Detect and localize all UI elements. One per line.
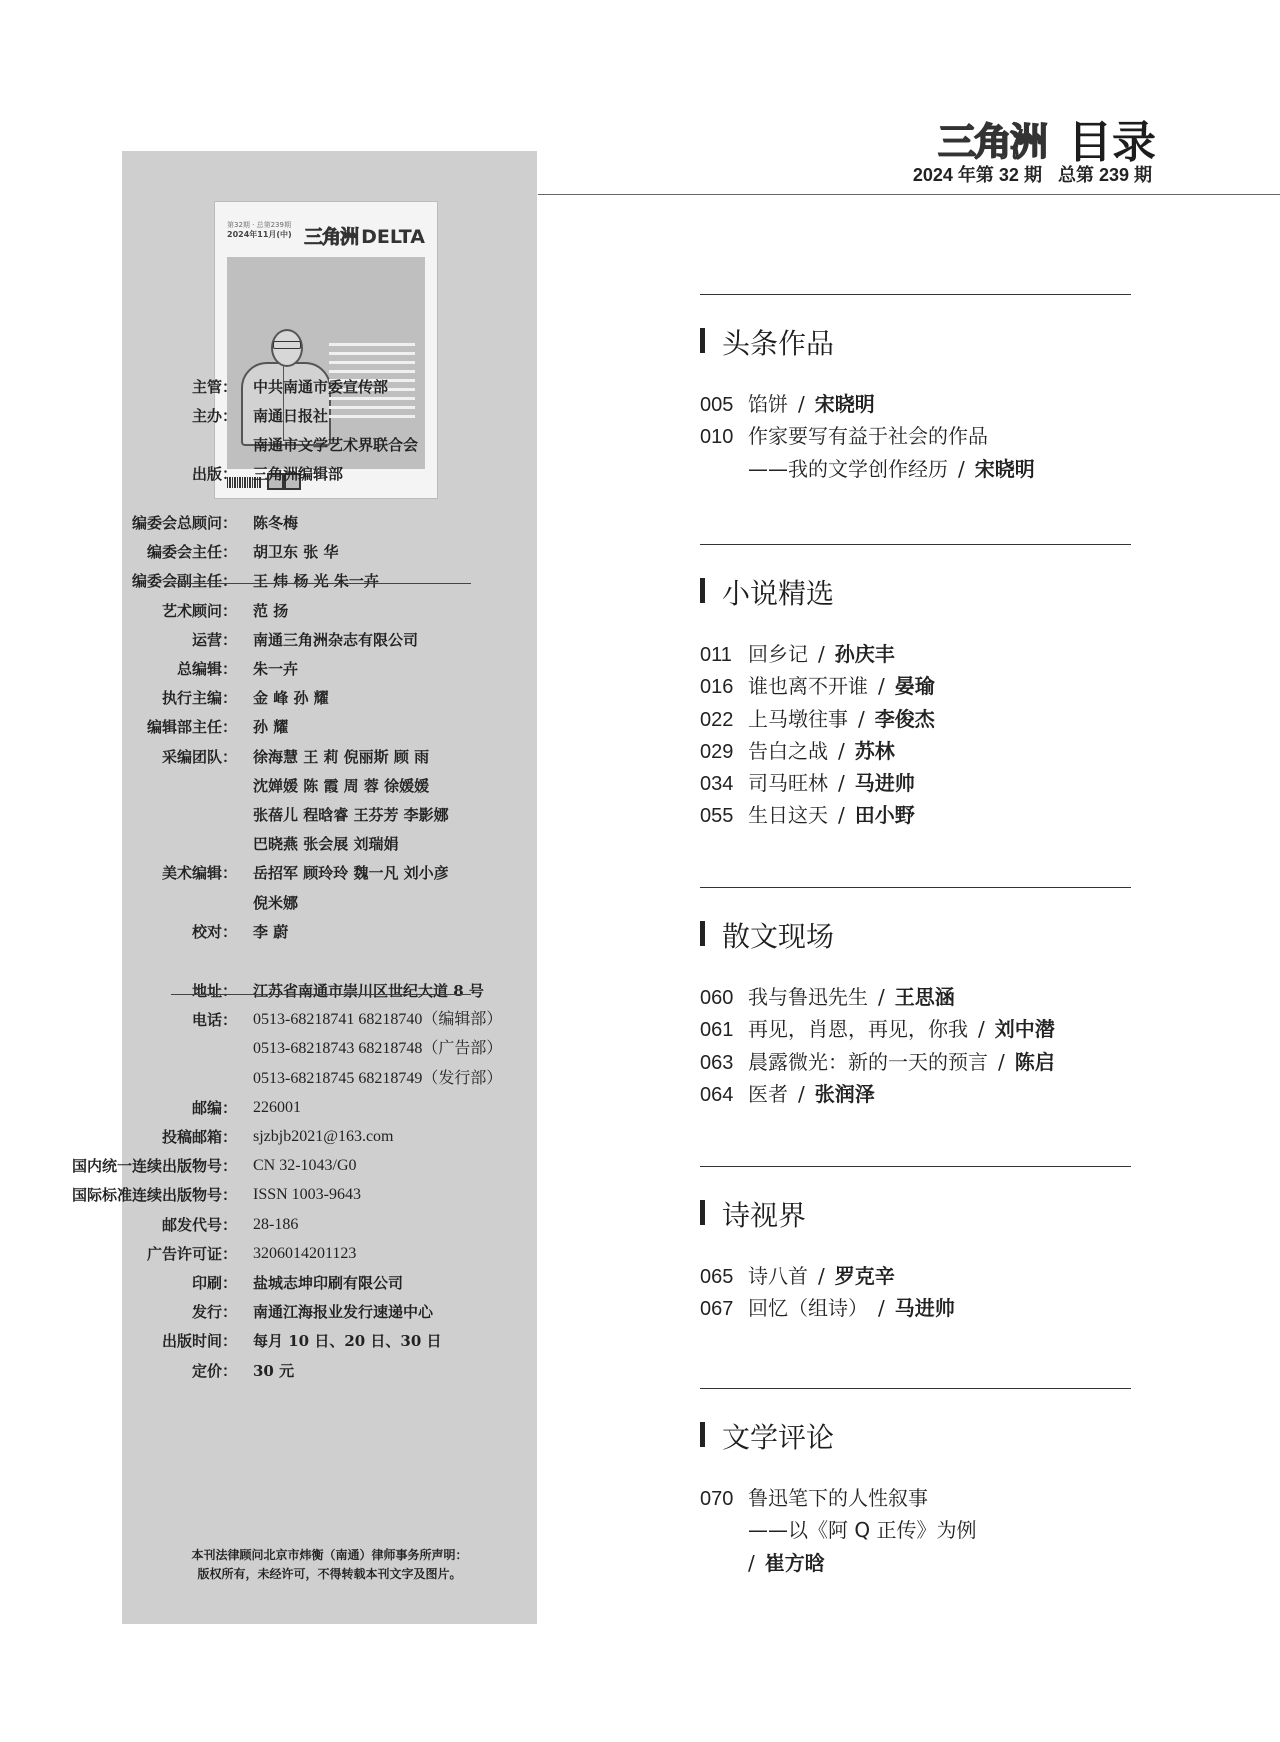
credit-label: 总编辑： [176, 660, 237, 678]
entry-author: 宋晓明 [974, 456, 1035, 481]
section-divider [700, 1166, 1131, 1167]
toc-entry[interactable] [700, 1514, 1131, 1546]
masthead-sidebar [71, 151, 537, 1624]
credit-row [122, 979, 537, 1003]
credit-value: 盐城志坤印刷有限公司 [253, 1274, 404, 1292]
credit-value: 江苏省南通市崇川区世纪大道 8 号 [253, 982, 484, 1000]
entry-title: ——以《阿 Q 正传》为例 [748, 1518, 977, 1543]
toc-entry[interactable] [700, 638, 1131, 670]
credit-label: 编委会副主任： [131, 572, 237, 591]
entry-author: 苏林 [854, 738, 895, 763]
credit-value: 中共南通市委宣传部 [253, 378, 389, 396]
legal-notice-line: 本刊法律顾问北京市炜衡（南通）律师事务所声明： [191, 1548, 468, 1562]
credit-row [122, 599, 537, 623]
credit-value: 南通江海报业发行速递中心 [253, 1303, 434, 1322]
credit-row [122, 569, 537, 593]
entry-page-number: 070 [700, 1488, 734, 1510]
entry-page-number: 067 [700, 1298, 734, 1321]
credit-row [122, 540, 537, 564]
credit-value: 每月 10 日、20 日、30 日 [253, 1332, 442, 1351]
entry-title: 告白之战 [748, 738, 828, 763]
author-separator: / [998, 1049, 1005, 1074]
credit-row [71, 1183, 537, 1207]
entry-page-number: 011 [700, 644, 732, 666]
toc-section [700, 1388, 1131, 1575]
credit-row [122, 1242, 537, 1266]
magazine-logo: 三角洲 [937, 119, 1046, 164]
credit-value: 巴晓燕 张会展 刘瑞娟 [253, 835, 399, 854]
section-title: 散文现场 [700, 915, 834, 955]
credit-value: 三角洲编辑部 [253, 465, 344, 483]
credit-value: 南通日报社 [253, 407, 329, 425]
section-divider [700, 887, 1131, 888]
credit-label: 邮发代号： [161, 1215, 237, 1234]
entry-title: 上马墩往事 [748, 706, 848, 731]
credit-row [122, 404, 537, 428]
section-entries [700, 638, 1131, 832]
credit-label: 校对： [191, 922, 237, 941]
section-divider [700, 1388, 1131, 1389]
credit-value: 3206014201123 [253, 1244, 357, 1262]
author-separator: / [818, 642, 825, 666]
cover-meta-date: 2024年11月(中) [227, 230, 292, 239]
section-title: 小说精选 [700, 572, 834, 612]
legal-notice [122, 1546, 537, 1584]
entry-page-number: 005 [700, 394, 734, 416]
toc-entry[interactable] [700, 670, 1131, 702]
credit-row [122, 891, 537, 915]
section-entries [700, 1260, 1131, 1325]
credit-value: 范 扬 [253, 601, 289, 620]
section-divider [700, 544, 1131, 545]
toc-entry[interactable] [700, 735, 1131, 767]
credit-row [122, 657, 537, 681]
credit-row [122, 1300, 537, 1324]
entry-page-number: 064 [700, 1083, 734, 1106]
credit-label: 执行主编： [161, 689, 237, 708]
credit-row [122, 774, 537, 798]
credit-value: 朱一卉 [253, 660, 299, 678]
cover-logo [304, 222, 425, 249]
credit-row [122, 1213, 537, 1237]
entry-title: 鲁迅笔下的人性叙事 [748, 1486, 928, 1510]
credit-value: 孙 耀 [253, 718, 289, 737]
credit-value: 李 蔚 [253, 922, 289, 941]
credit-value: 岳招军 顾玲玲 魏一凡 刘小彦 [253, 864, 449, 883]
entry-title: 司马旺林 [748, 771, 828, 796]
entry-page-number: 022 [700, 708, 734, 731]
credit-value: 倪米娜 [253, 893, 299, 912]
credit-value: 30 元 [253, 1361, 295, 1380]
author-separator: / [798, 1081, 805, 1106]
credit-value: 胡卫东 张 华 [253, 543, 339, 562]
toc-section [700, 544, 1131, 828]
credit-row [122, 686, 537, 710]
credit-row [122, 1067, 537, 1091]
credit-value: ISSN 1003-9643 [253, 1186, 362, 1204]
cover-logo-cn: 三角洲 [304, 226, 359, 248]
credit-value: 徐海慧 王 莉 倪丽斯 顾 雨 [253, 747, 430, 766]
credit-value: 226001 [253, 1098, 301, 1116]
credit-row [122, 920, 537, 944]
credit-value[interactable]: sjzbjb2021@163.com [253, 1128, 394, 1145]
credit-row [122, 1096, 537, 1120]
credit-label: 发行： [191, 1303, 237, 1322]
credit-value: 0513-68218745 68218749（发行部） [253, 1069, 503, 1087]
credit-label: 定价： [191, 1361, 237, 1380]
toc-entry[interactable] [700, 453, 1131, 485]
entry-author: 陈启 [1014, 1049, 1055, 1074]
credit-row [122, 745, 537, 769]
credit-label: 国际标准连续出版物号： [71, 1186, 237, 1205]
entry-page-number: 063 [700, 1051, 734, 1074]
credit-row [122, 1271, 537, 1295]
author-separator: / [978, 1017, 985, 1042]
header-divider [538, 194, 1280, 195]
credit-value: CN 32-1043/G0 [253, 1157, 357, 1175]
entry-title: 生日这天 [748, 803, 828, 828]
entry-author: 李俊杰 [874, 706, 935, 731]
entry-author: 罗克辛 [834, 1264, 895, 1288]
entry-title: 晨露微光：新的一天的预言 [748, 1049, 988, 1074]
credit-value: 张蓓儿 程晗睿 王芬芳 李影娜 [253, 806, 449, 824]
section-title: 头条作品 [700, 322, 834, 362]
toc-section [700, 887, 1131, 1106]
toc-entry[interactable] [700, 1078, 1131, 1110]
toc-section [700, 294, 1131, 481]
credit-row [122, 628, 537, 652]
credit-label: 出版时间： [161, 1332, 237, 1351]
credit-label: 编辑部主任： [146, 718, 237, 737]
entry-page-number: 060 [700, 987, 734, 1009]
credit-label: 编委会总顾问： [131, 514, 237, 532]
author-separator: / [838, 771, 845, 796]
credit-label: 运营： [191, 630, 237, 649]
credit-row [122, 1329, 537, 1353]
section-divider [700, 294, 1131, 295]
credit-value: 0513-68218743 68218748（广告部） [253, 1040, 503, 1058]
toc-entry[interactable] [700, 1482, 1131, 1514]
toc-entry[interactable] [700, 420, 1131, 452]
section-entries [700, 388, 1131, 485]
toc-entry[interactable] [700, 1547, 1131, 1579]
author-separator: / [838, 803, 845, 828]
entry-page-number: 065 [700, 1266, 734, 1288]
credit-label: 主管： [191, 378, 237, 396]
credit-value: 沈婵媛 陈 霞 周 蓉 徐媛媛 [253, 776, 430, 795]
credit-row [122, 462, 537, 486]
entry-author: 田小野 [854, 803, 915, 828]
credit-label: 地址： [191, 982, 237, 1000]
credit-label: 邮编： [191, 1098, 237, 1117]
entry-author: 马进帅 [894, 1296, 955, 1321]
credit-label: 印刷： [191, 1274, 237, 1292]
toc-entry[interactable] [700, 1292, 1131, 1324]
toc-entry[interactable] [700, 981, 1131, 1013]
author-separator: / [878, 674, 885, 699]
toc-entry[interactable] [700, 1013, 1131, 1045]
entry-author: 刘中潜 [994, 1017, 1055, 1042]
section-title: 诗视界 [700, 1194, 806, 1234]
credit-label: 美术编辑： [161, 864, 237, 883]
entry-title: ——我的文学创作经历 [748, 456, 948, 481]
credit-value: 28-186 [253, 1215, 299, 1233]
credit-row [122, 803, 537, 827]
entry-page-number: 034 [700, 773, 734, 796]
toc-section [700, 1166, 1131, 1321]
credit-value: 0513-68218741 68218740（编辑部） [253, 1011, 503, 1029]
page-title: 目录 [1068, 117, 1156, 168]
entry-title: 诗八首 [748, 1264, 808, 1288]
entry-title: 回忆（组诗） [748, 1296, 868, 1321]
entry-author: 孙庆丰 [834, 642, 895, 666]
author-separator: / [818, 1264, 825, 1288]
issue-number: 2024 年第 32 期 [912, 165, 1042, 185]
credit-label: 艺术顾问： [161, 601, 237, 620]
credit-row [122, 715, 537, 739]
author-separator: / [958, 456, 965, 481]
credit-row [122, 433, 537, 457]
legal-notice-line: 版权所有，未经许可，不得转载本刊文字及图片。 [197, 1567, 462, 1581]
entry-title: 回乡记 [748, 642, 808, 666]
entry-page-number: 055 [700, 805, 734, 828]
entry-page-number: 029 [700, 740, 734, 763]
entry-title: 馅饼 [748, 392, 788, 416]
entry-author: 王思涵 [894, 985, 955, 1009]
section-entries [700, 1482, 1131, 1579]
credit-label: 国内统一连续出版物号： [71, 1157, 237, 1176]
issue-info [913, 161, 1152, 187]
entry-title: 我与鲁迅先生 [748, 985, 868, 1009]
credit-label: 出版： [191, 465, 237, 483]
entry-author: 晏瑜 [894, 674, 935, 699]
entry-author: 张润泽 [814, 1081, 875, 1106]
credit-row [122, 1037, 537, 1061]
author-separator: / [878, 1296, 885, 1321]
toc-entry[interactable] [700, 799, 1131, 831]
author-separator: / [878, 985, 885, 1009]
entry-title: 医者 [748, 1081, 788, 1106]
entry-title: 谁也离不开谁 [748, 674, 868, 699]
entry-author: 马进帅 [854, 771, 915, 796]
credit-row [71, 1154, 537, 1178]
entry-page-number: 016 [700, 676, 734, 699]
credit-label: 电话： [191, 1011, 237, 1030]
toc-entry[interactable] [700, 1046, 1131, 1078]
entry-page-number: 061 [700, 1019, 734, 1042]
author-separator: / [748, 1550, 755, 1575]
credit-value: 王 炜 杨 光 朱一卉 [253, 572, 379, 591]
credits-divider [171, 583, 471, 584]
toc-entry[interactable] [700, 767, 1131, 799]
author-separator: / [798, 392, 805, 416]
credit-value: 陈冬梅 [253, 514, 299, 532]
credit-row [122, 861, 537, 885]
entry-title: 作家要写有益于社会的作品 [748, 424, 988, 449]
entry-title: 再见，肖恩，再见，你我 [748, 1017, 968, 1042]
credits-divider [171, 994, 471, 995]
credit-row [122, 1359, 537, 1383]
cover-logo-en: DELTA [361, 226, 425, 248]
credit-label: 投稿邮箱： [161, 1128, 237, 1146]
author-separator: / [858, 706, 865, 731]
toc-entry[interactable] [700, 388, 1131, 420]
credit-value: 南通三角洲杂志有限公司 [253, 630, 419, 649]
author-separator: / [838, 738, 845, 763]
entry-page-number: 010 [700, 426, 734, 449]
entry-author: 崔方晗 [764, 1550, 825, 1575]
cover-meta-line: 第32期 · 总第239期 [227, 221, 291, 229]
credit-label: 编委会主任： [146, 543, 237, 562]
credit-row [122, 1125, 537, 1149]
credit-label: 广告许可证： [146, 1244, 237, 1263]
entry-author: 宋晓明 [814, 392, 875, 416]
credit-label: 主办： [191, 407, 237, 425]
credit-label: 采编团队： [161, 747, 237, 766]
credit-row [122, 375, 537, 399]
credit-value: 南通市文学艺术界联合会 [253, 436, 419, 454]
cover-meta [227, 220, 292, 240]
credit-value: 金 峰 孙 耀 [253, 689, 329, 708]
toc-entry[interactable] [700, 1260, 1131, 1292]
section-entries [700, 981, 1131, 1110]
credit-row [122, 1008, 537, 1032]
credit-row [122, 511, 537, 535]
credit-row [122, 832, 537, 856]
total-issue-number: 总第 239 期 [1057, 165, 1152, 185]
toc-entry[interactable] [700, 703, 1131, 735]
section-title: 文学评论 [700, 1416, 834, 1456]
